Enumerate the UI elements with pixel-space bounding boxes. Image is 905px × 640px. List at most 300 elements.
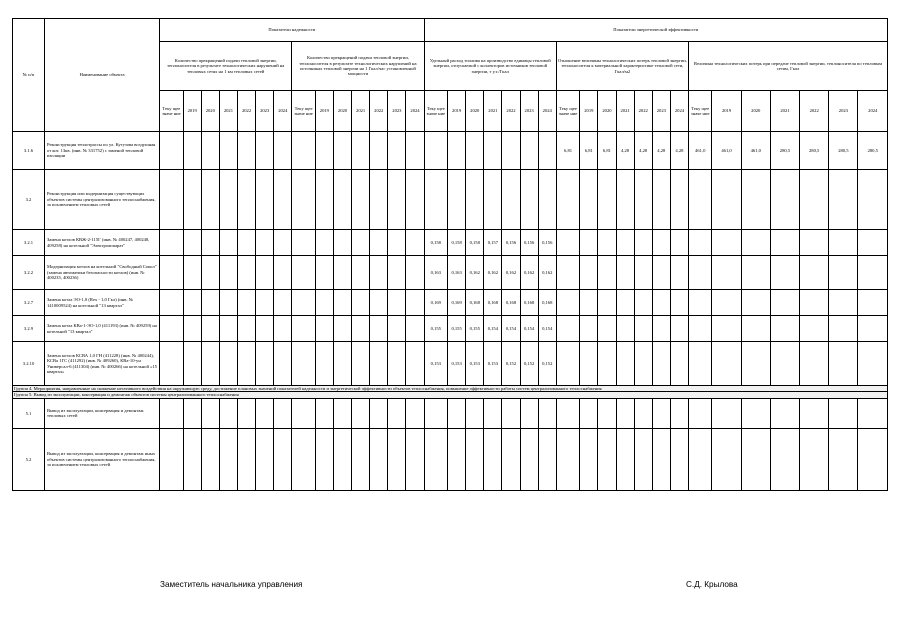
value-cell (315, 170, 333, 230)
value-cell (580, 316, 598, 342)
value-cell (160, 428, 183, 490)
value-cell (580, 342, 598, 386)
value-cell (741, 316, 770, 342)
value-cell (800, 256, 829, 290)
value-cell: 0,162 (484, 256, 502, 290)
value-cell (538, 428, 556, 490)
value-cell (274, 316, 292, 342)
value-cell (652, 230, 670, 256)
value-cell: 0,168 (484, 290, 502, 316)
row-number: 3.2.10 (13, 342, 45, 386)
value-cell (274, 132, 292, 170)
value-cell (741, 256, 770, 290)
value-cell (712, 342, 741, 386)
header-sub5: Величина технологических потерь при передаче тепловой энергии, теплоносителя по тепловым сетям, Гкал (689, 42, 888, 91)
value-cell (670, 256, 688, 290)
value-cell (274, 342, 292, 386)
value-cell (183, 170, 201, 230)
value-cell (219, 342, 237, 386)
value-cell: 280,5 (770, 132, 799, 170)
value-cell (219, 132, 237, 170)
value-cell (580, 256, 598, 290)
value-cell (741, 398, 770, 428)
value-cell (219, 170, 237, 230)
header-efficiency: Показатели энергетической эффективности (424, 19, 887, 42)
value-cell (634, 342, 652, 386)
value-cell (466, 170, 484, 230)
value-cell (219, 256, 237, 290)
value-cell (556, 316, 579, 342)
header-year: 2023 (652, 91, 670, 132)
value-cell (616, 342, 634, 386)
value-cell (829, 256, 858, 290)
value-cell (160, 230, 183, 256)
value-cell (598, 230, 616, 256)
value-cell: 0,169 (448, 290, 466, 316)
value-cell (858, 230, 888, 256)
value-cell (292, 256, 315, 290)
value-cell (829, 170, 858, 230)
value-cell (333, 132, 351, 170)
value-cell (256, 132, 274, 170)
value-cell (274, 290, 292, 316)
row-object-name: Реконструкция или модернизация существующих объектов системы централизованного теплоснабжения, за исключением тепловых сетей (44, 170, 159, 230)
value-cell (256, 290, 274, 316)
value-cell: 6,81 (580, 132, 598, 170)
value-cell (580, 428, 598, 490)
value-cell: 0,156 (538, 230, 556, 256)
value-cell (333, 170, 351, 230)
value-cell (829, 290, 858, 316)
row-number: 3.2.1 (13, 230, 45, 256)
value-cell (183, 230, 201, 256)
header-year: 2020 (201, 91, 219, 132)
value-cell (406, 342, 424, 386)
value-cell (598, 428, 616, 490)
group-4-row-title: Группа 4. Мероприятия, направленные на снижение негативного воздействия на окружающую среду, достижение плановых значений показателей надежности и энергетической эффективности объектов теплоснабжения, повышение эффективности работы систем централизованного теплоснабжения (13, 386, 888, 392)
value-cell (160, 256, 183, 290)
value-cell (829, 316, 858, 342)
value-cell (183, 256, 201, 290)
value-cell (315, 342, 333, 386)
value-cell (370, 230, 388, 256)
value-cell (370, 132, 388, 170)
value-cell (712, 398, 741, 428)
value-cell (829, 428, 858, 490)
value-cell (274, 230, 292, 256)
value-cell (689, 428, 712, 490)
value-cell (352, 342, 370, 386)
value-cell (712, 170, 741, 230)
value-cell (466, 132, 484, 170)
row-object-name: Замена котлов КВЖ-2-115Г (инв. № 400247, 400248, 409258) на котельной "Электроаппарат" (44, 230, 159, 256)
value-cell (652, 342, 670, 386)
value-cell (237, 342, 255, 386)
value-cell (292, 398, 315, 428)
value-cell (800, 342, 829, 386)
value-cell (406, 290, 424, 316)
value-cell: 0,158 (424, 230, 447, 256)
value-cell: 4,28 (616, 132, 634, 170)
value-cell (770, 316, 799, 342)
value-cell (598, 290, 616, 316)
value-cell (352, 398, 370, 428)
value-cell (770, 230, 799, 256)
value-cell (292, 170, 315, 230)
value-cell: 0,163 (424, 256, 447, 290)
value-cell: 0,156 (502, 230, 520, 256)
value-cell: 0,154 (502, 316, 520, 342)
value-cell (448, 132, 466, 170)
value-cell (256, 170, 274, 230)
value-cell: 0,153 (448, 342, 466, 386)
table-row (13, 342, 888, 386)
value-cell (829, 342, 858, 386)
value-cell: 0,155 (448, 316, 466, 342)
value-cell (406, 316, 424, 342)
group-5-row-title: Группа 5. Вывод из эксплуатации, консервация и демонтаж объектов системы централизованного теплоснабжения (13, 392, 888, 398)
value-cell (598, 170, 616, 230)
header-year: 2021 (219, 91, 237, 132)
value-cell: 0,162 (502, 256, 520, 290)
value-cell (201, 170, 219, 230)
value-cell (520, 398, 538, 428)
value-cell (670, 342, 688, 386)
value-cell (652, 398, 670, 428)
value-cell (388, 132, 406, 170)
value-cell (689, 230, 712, 256)
value-cell (237, 170, 255, 230)
table-row (13, 290, 888, 316)
value-cell (201, 316, 219, 342)
value-cell (484, 428, 502, 490)
table-row (13, 132, 888, 170)
row-number: 5.1 (13, 398, 45, 428)
value-cell (712, 428, 741, 490)
value-cell (388, 256, 406, 290)
header-current-value: Теку щее значе ние (160, 91, 183, 132)
value-cell: 461,0 (712, 132, 741, 170)
value-cell (370, 398, 388, 428)
row-number: 5.2 (13, 428, 45, 490)
value-cell (388, 428, 406, 490)
value-cell (616, 316, 634, 342)
value-cell (183, 428, 201, 490)
value-cell (689, 256, 712, 290)
value-cell (689, 398, 712, 428)
value-cell: 0,168 (466, 290, 484, 316)
value-cell (424, 132, 447, 170)
value-cell (670, 398, 688, 428)
value-cell (237, 398, 255, 428)
value-cell: 0,156 (520, 230, 538, 256)
value-cell: 0,154 (538, 316, 556, 342)
value-cell (160, 132, 183, 170)
value-cell: 0,153 (424, 342, 447, 386)
value-cell (520, 428, 538, 490)
value-cell (274, 256, 292, 290)
value-cell (237, 290, 255, 316)
value-cell (315, 230, 333, 256)
value-cell (598, 342, 616, 386)
value-cell (370, 290, 388, 316)
value-cell (556, 342, 579, 386)
value-cell (256, 428, 274, 490)
value-cell (315, 316, 333, 342)
value-cell (256, 398, 274, 428)
value-cell (502, 170, 520, 230)
header-year: 2019 (580, 91, 598, 132)
header-year: 2020 (741, 91, 770, 132)
value-cell (670, 316, 688, 342)
value-cell (538, 398, 556, 428)
table-row (13, 398, 888, 428)
value-cell (333, 230, 351, 256)
indicators-table (12, 18, 888, 491)
header-current-value: Теку щее значе ние (689, 91, 712, 132)
value-cell (829, 230, 858, 256)
value-cell (237, 132, 255, 170)
value-cell (556, 290, 579, 316)
table-row (13, 170, 888, 230)
header-year: 2022 (502, 91, 520, 132)
value-cell: 280,5 (858, 132, 888, 170)
value-cell (160, 170, 183, 230)
value-cell (237, 316, 255, 342)
value-cell (598, 256, 616, 290)
value-cell (315, 428, 333, 490)
value-cell (237, 230, 255, 256)
value-cell (741, 428, 770, 490)
value-cell (858, 316, 888, 342)
value-cell (770, 290, 799, 316)
header-year: 2022 (370, 91, 388, 132)
header-year: 2022 (800, 91, 829, 132)
value-cell: 461,0 (689, 132, 712, 170)
row-object-name: Замена котлов КСВА 1,0 ГН (411228) (инв. № 400244), КСВа 1ГС (411292) (инв. № 409260), КВа-10-ун Универсал-6 (411304) (инв. № 400266) на котельной «15 квартал» (44, 342, 159, 386)
value-cell (652, 256, 670, 290)
header-current-value: Теку щее значе ние (424, 91, 447, 132)
value-cell (315, 132, 333, 170)
table-row (13, 230, 888, 256)
header-year: 2023 (388, 91, 406, 132)
value-cell (292, 290, 315, 316)
value-cell (556, 428, 579, 490)
value-cell (800, 170, 829, 230)
header-year: 2024 (274, 91, 292, 132)
value-cell (333, 428, 351, 490)
value-cell: 4,28 (652, 132, 670, 170)
value-cell (160, 398, 183, 428)
value-cell (484, 170, 502, 230)
value-cell (219, 230, 237, 256)
value-cell (858, 342, 888, 386)
value-cell: 0,155 (466, 316, 484, 342)
value-cell (201, 398, 219, 428)
value-cell (484, 398, 502, 428)
value-cell (689, 290, 712, 316)
header-sub1: Количество прекращений подачи тепловой энергии, теплоносителя в результате технологических нарушений на тепловых сетях на 1 км тепловых сетей (160, 42, 292, 91)
value-cell: 0,152 (520, 342, 538, 386)
row-number: 3.2.2 (13, 256, 45, 290)
row-number: 3.2.7 (13, 290, 45, 316)
value-cell (484, 132, 502, 170)
value-cell (634, 170, 652, 230)
value-cell (201, 256, 219, 290)
row-object-name: Вывод из эксплуатации, консервация и демонтаж иных объектов системы централизованного теплоснабжения, за исключением тепловых сетей (44, 428, 159, 490)
value-cell (770, 170, 799, 230)
value-cell (201, 132, 219, 170)
header-year: 2019 (448, 91, 466, 132)
table-row (13, 316, 888, 342)
value-cell (502, 398, 520, 428)
header-current-value: Теку щее значе ние (292, 91, 315, 132)
value-cell (502, 132, 520, 170)
value-cell (580, 398, 598, 428)
value-cell (424, 428, 447, 490)
value-cell (556, 170, 579, 230)
table-row (13, 428, 888, 490)
value-cell (406, 170, 424, 230)
header-sub2: Количество прекращений подачи тепловой энергии, теплоносителя в результате технологических нарушений на источниках тепловой энергии на 1 Гкал/час установленной мощности (292, 42, 424, 91)
value-cell (315, 256, 333, 290)
header-year: 2020 (598, 91, 616, 132)
value-cell (160, 316, 183, 342)
value-cell (352, 170, 370, 230)
value-cell: 0,158 (448, 230, 466, 256)
value-cell (352, 132, 370, 170)
value-cell (333, 256, 351, 290)
value-cell (598, 316, 616, 342)
value-cell (689, 170, 712, 230)
value-cell (858, 428, 888, 490)
value-cell: 4,28 (634, 132, 652, 170)
value-cell: 4,28 (670, 132, 688, 170)
value-cell (352, 316, 370, 342)
value-cell: 0,168 (520, 290, 538, 316)
value-cell (183, 342, 201, 386)
header-year: 2023 (829, 91, 858, 132)
value-cell (370, 316, 388, 342)
value-cell (256, 256, 274, 290)
value-cell (712, 316, 741, 342)
value-cell: 0,157 (484, 230, 502, 256)
value-cell (712, 230, 741, 256)
value-cell (352, 290, 370, 316)
header-year: 2023 (256, 91, 274, 132)
value-cell (333, 290, 351, 316)
value-cell (388, 170, 406, 230)
header-year: 2021 (484, 91, 502, 132)
value-cell (406, 256, 424, 290)
value-cell (652, 290, 670, 316)
row-number: 3.2.9 (13, 316, 45, 342)
value-cell (712, 290, 741, 316)
value-cell (256, 342, 274, 386)
value-cell (800, 398, 829, 428)
value-cell (406, 398, 424, 428)
value-cell (292, 132, 315, 170)
value-cell: 0,163 (448, 256, 466, 290)
value-cell (370, 342, 388, 386)
value-cell: 0,153 (466, 342, 484, 386)
value-cell (520, 170, 538, 230)
row-number: 3.2 (13, 170, 45, 230)
value-cell (634, 290, 652, 316)
value-cell (520, 132, 538, 170)
header-year: 2019 (712, 91, 741, 132)
value-cell (634, 256, 652, 290)
value-cell (370, 170, 388, 230)
value-cell (388, 398, 406, 428)
value-cell (183, 316, 201, 342)
value-cell: 0,152 (538, 342, 556, 386)
value-cell (556, 230, 579, 256)
row-object-name: Модернизация котлов на котельной "Свободный Сокол" (замена автоматики безопасности котлов) (инв. № 400235, 400236) (44, 256, 159, 290)
value-cell (201, 428, 219, 490)
value-cell (616, 290, 634, 316)
value-cell (652, 170, 670, 230)
value-cell (634, 316, 652, 342)
value-cell (741, 290, 770, 316)
value-cell (183, 132, 201, 170)
header-year: 2024 (538, 91, 556, 132)
header-year: 2020 (333, 91, 351, 132)
row-object-name: Замена котла КВа-1-ЭО-1,0 (411193) (инв. № 409259) на котельной "13 квартал" (44, 316, 159, 342)
header-year: 2019 (183, 91, 201, 132)
header-year: 2021 (352, 91, 370, 132)
value-cell (406, 428, 424, 490)
value-cell: 461,0 (741, 132, 770, 170)
value-cell (616, 256, 634, 290)
header-year: 2020 (466, 91, 484, 132)
value-cell (315, 290, 333, 316)
value-cell (829, 398, 858, 428)
value-cell (292, 316, 315, 342)
value-cell (292, 428, 315, 490)
value-cell (201, 230, 219, 256)
value-cell: 0,168 (538, 290, 556, 316)
value-cell (370, 256, 388, 290)
value-cell (670, 428, 688, 490)
value-cell (352, 230, 370, 256)
value-cell (448, 398, 466, 428)
header-year: 2022 (237, 91, 255, 132)
value-cell (689, 342, 712, 386)
value-cell (388, 230, 406, 256)
value-cell (237, 428, 255, 490)
value-cell (652, 316, 670, 342)
value-cell (556, 398, 579, 428)
value-cell (388, 290, 406, 316)
value-cell (580, 170, 598, 230)
header-year: 2021 (770, 91, 799, 132)
value-cell (689, 316, 712, 342)
header-year: 2022 (634, 91, 652, 132)
value-cell (858, 170, 888, 230)
header-year: 2023 (520, 91, 538, 132)
value-cell: 280,5 (829, 132, 858, 170)
value-cell: 6,81 (556, 132, 579, 170)
value-cell (466, 428, 484, 490)
value-cell: 0,154 (520, 316, 538, 342)
value-cell (800, 428, 829, 490)
value-cell (770, 256, 799, 290)
value-cell (858, 398, 888, 428)
value-cell (634, 230, 652, 256)
value-cell (634, 428, 652, 490)
value-cell (502, 428, 520, 490)
